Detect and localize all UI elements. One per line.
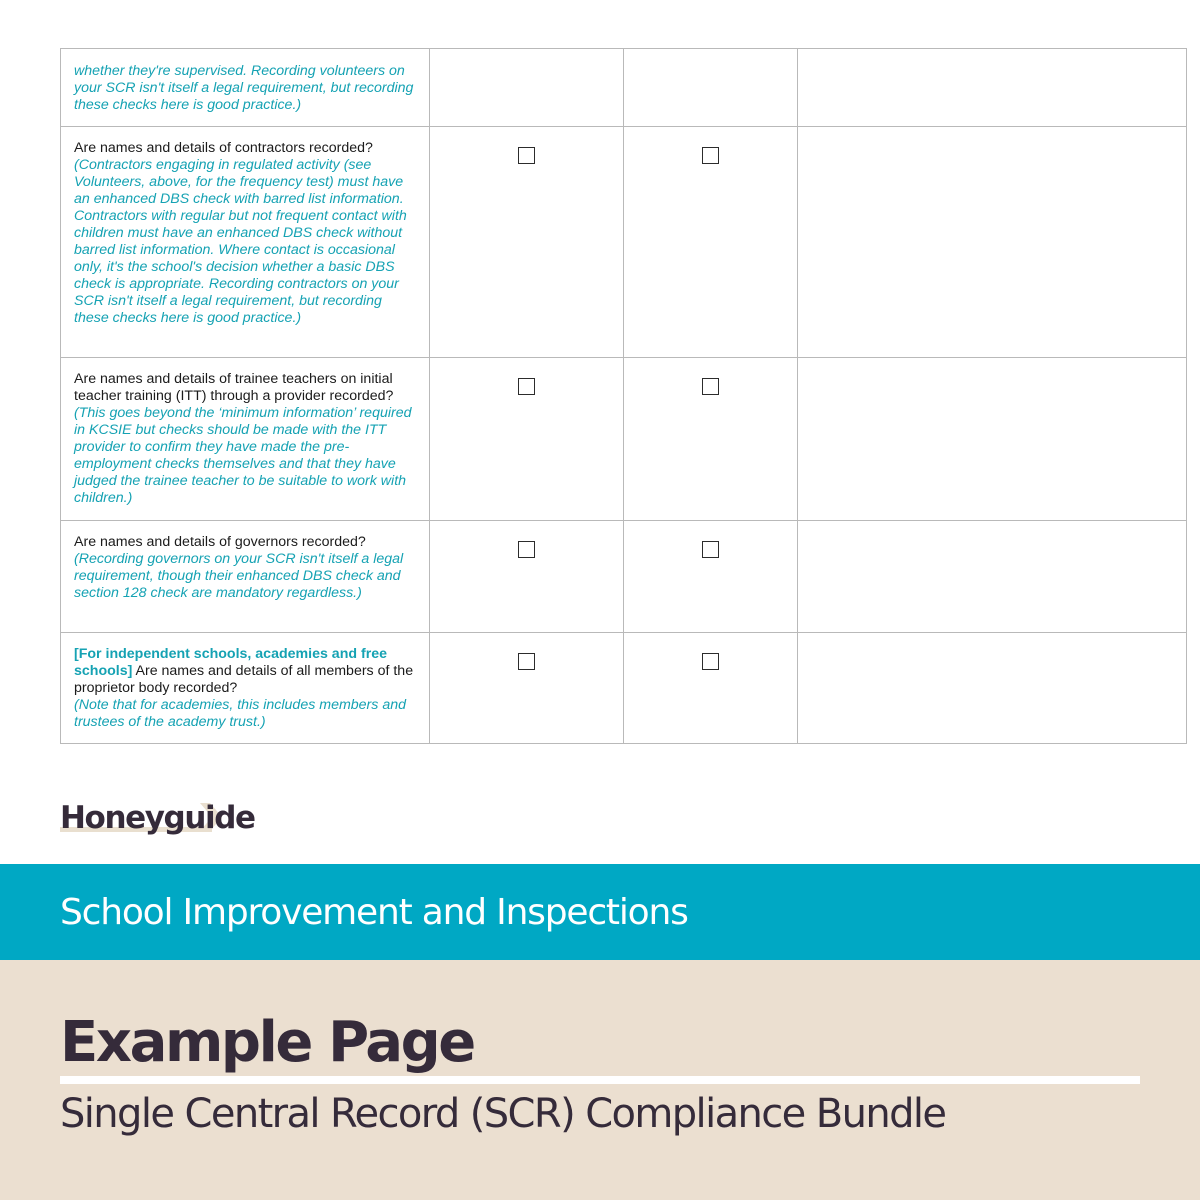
footer-divider (60, 1076, 1140, 1084)
table-row (61, 127, 1187, 358)
yes-checkbox[interactable] (518, 541, 535, 558)
footer-subtitle: Single Central Record (SCR) Compliance Bundle (60, 1091, 946, 1137)
question-text: Are names and details of contractors recorded? (74, 140, 373, 156)
notes-cell[interactable] (798, 521, 1187, 633)
guidance-note: (Note that for academies, this includes members and trustees of the academy trust.) (74, 697, 406, 730)
no-cell (624, 49, 798, 127)
footer-title: Example Page (60, 1010, 474, 1075)
table-row (61, 358, 1187, 521)
yes-cell (430, 358, 624, 521)
notes-cell[interactable] (798, 127, 1187, 358)
guidance-note: (This goes beyond the ‘minimum information’ required in KCSIE but checks should be made with the ITT provider to confirm they have made the pre-employment checks themselves and that they have judged the trainee teacher to be suitable to work with children.) (74, 405, 412, 506)
no-cell (624, 358, 798, 521)
yes-checkbox[interactable] (518, 653, 535, 670)
yes-checkbox[interactable] (518, 147, 535, 164)
question-cell (61, 358, 430, 521)
question-text: Are names and details of all members of the proprietor body recorded? (74, 663, 414, 696)
school-type-tag: [For independent schools, academies and free schools] (74, 646, 387, 679)
question-cell (61, 521, 430, 633)
no-checkbox[interactable] (702, 541, 719, 558)
notes-cell[interactable] (798, 358, 1187, 521)
no-checkbox[interactable] (702, 378, 719, 395)
yes-cell (430, 127, 624, 358)
table-row (61, 49, 1187, 127)
no-checkbox[interactable] (702, 653, 719, 670)
no-cell (624, 127, 798, 358)
no-checkbox[interactable] (702, 147, 719, 164)
notes-cell[interactable] (798, 49, 1187, 127)
scr-checklist-table (60, 48, 1187, 744)
no-cell (624, 521, 798, 633)
footer-panel (0, 960, 1200, 1200)
guidance-note: (Contractors engaging in regulated activity (see Volunteers, above, for the frequency test) must have an enhanced DBS check with barred list information. Contractors with regular but not frequent contact with children must have an enhanced DBS check without barred list information. Where contact is occasional only, it's the school's decision whether a basic DBS check is appropriate. Recording contractors on your SCR isn't itself a legal requirement, but recording these checks here is good practice.) (74, 157, 407, 326)
category-title: School Improvement and Inspections (60, 892, 688, 933)
category-banner (0, 864, 1200, 960)
question-cell (61, 49, 430, 127)
table-row (61, 521, 1187, 633)
question-text: Are names and details of governors recorded? (74, 534, 366, 550)
question-cell (61, 633, 430, 744)
no-cell (624, 633, 798, 744)
guidance-note: (Recording governors on your SCR isn't itself a legal requirement, though their enhanced DBS check and section 128 check are mandatory regardless.) (74, 551, 404, 601)
yes-checkbox[interactable] (518, 378, 535, 395)
honeyguide-logo (60, 796, 255, 840)
yes-cell (430, 521, 624, 633)
notes-cell[interactable] (798, 633, 1187, 744)
question-text: Are names and details of trainee teachers on initial teacher training (ITT) through a provider recorded? (74, 371, 394, 404)
question-cell (61, 127, 430, 358)
logo-wordmark: Honeyguide (60, 800, 255, 836)
table-row (61, 633, 1187, 744)
yes-cell (430, 633, 624, 744)
yes-cell (430, 49, 624, 127)
guidance-note: whether they're supervised. Recording volunteers on your SCR isn't itself a legal requirement, but recording these checks here is good practice.) (74, 63, 414, 113)
